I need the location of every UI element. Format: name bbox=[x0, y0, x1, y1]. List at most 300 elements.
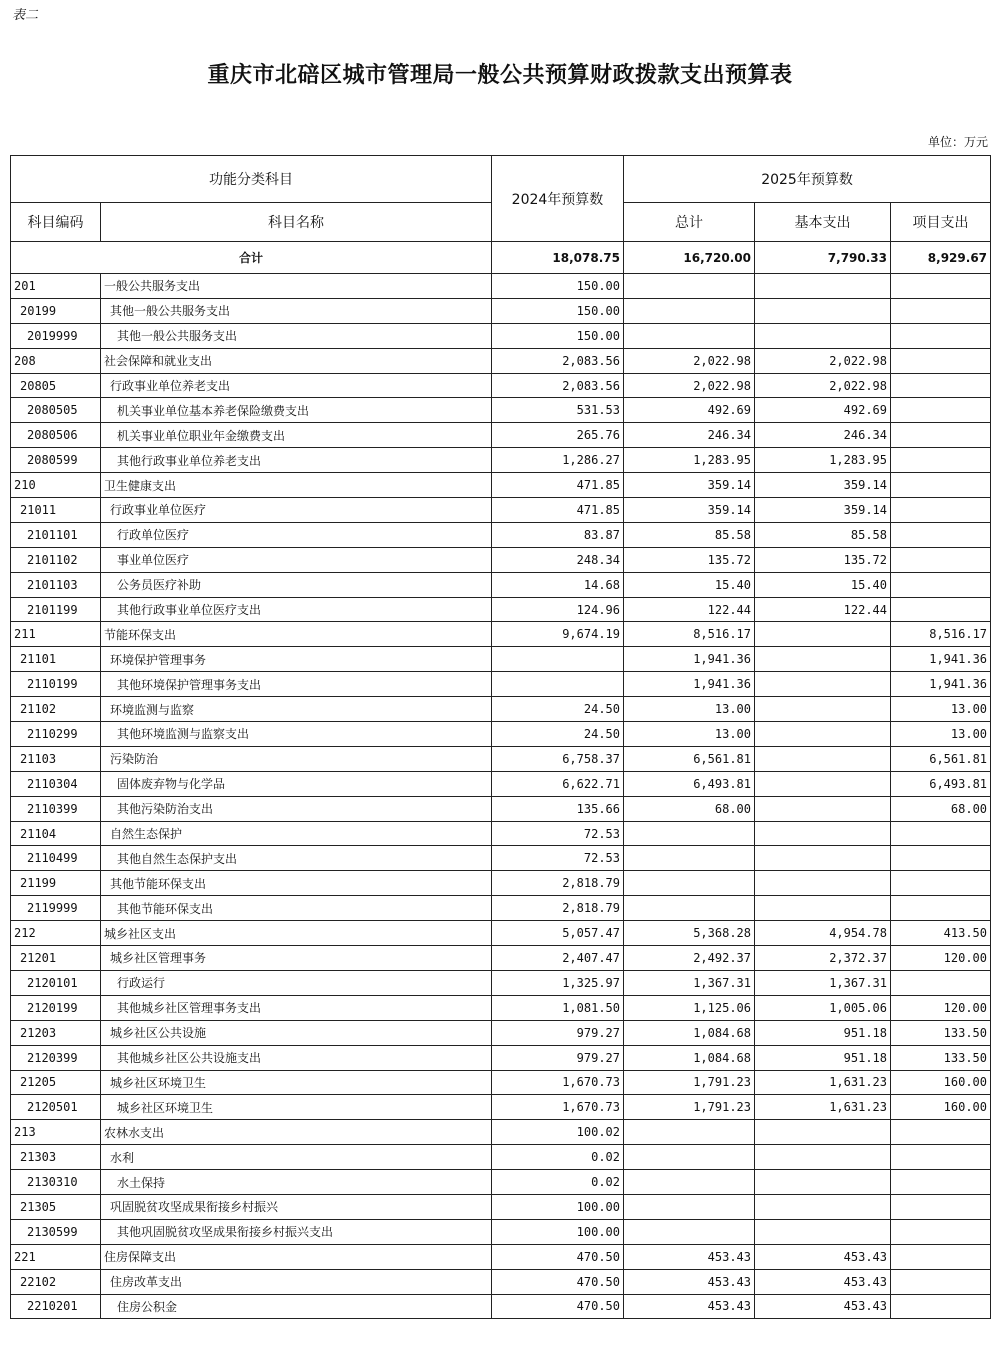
table-row bbox=[11, 1244, 991, 1269]
cell-basic: 951.18 bbox=[755, 1020, 891, 1045]
cell-project bbox=[891, 547, 991, 572]
cell-project: 1,941.36 bbox=[891, 672, 991, 697]
cell-project: 13.00 bbox=[891, 722, 991, 747]
cell-total: 1,941.36 bbox=[624, 672, 755, 697]
cell-prev-budget: 471.85 bbox=[492, 498, 624, 523]
cell-basic: 2,372.37 bbox=[755, 946, 891, 971]
cell-project bbox=[891, 398, 991, 423]
table-row bbox=[11, 1269, 991, 1294]
header-code: 科目编码 bbox=[11, 203, 101, 242]
cell-code: 2101103 bbox=[11, 572, 101, 597]
cell-basic bbox=[755, 697, 891, 722]
cell-total: 6,561.81 bbox=[624, 746, 755, 771]
cell-total bbox=[624, 896, 755, 921]
cell-name: 住房保障支出 bbox=[101, 1244, 492, 1269]
cell-prev-budget: 2,818.79 bbox=[492, 871, 624, 896]
cell-basic bbox=[755, 1170, 891, 1195]
cell-project bbox=[891, 1120, 991, 1145]
cell-prev-budget: 5,057.47 bbox=[492, 921, 624, 946]
cell-name: 其他自然生态保护支出 bbox=[101, 846, 492, 871]
table-row bbox=[11, 970, 991, 995]
table-row bbox=[11, 522, 991, 547]
cell-code: 201 bbox=[11, 274, 101, 299]
table-row bbox=[11, 348, 991, 373]
cell-project bbox=[891, 1294, 991, 1319]
cell-basic bbox=[755, 323, 891, 348]
cell-name: 行政运行 bbox=[101, 970, 492, 995]
cell-name: 行政事业单位医疗 bbox=[101, 498, 492, 523]
cell-name: 水土保持 bbox=[101, 1170, 492, 1195]
cell-project bbox=[891, 323, 991, 348]
cell-basic: 2,022.98 bbox=[755, 348, 891, 373]
cell-code: 2130310 bbox=[11, 1170, 101, 1195]
cell-total: 492.69 bbox=[624, 398, 755, 423]
cell-name: 城乡社区公共设施 bbox=[101, 1020, 492, 1045]
table-row bbox=[11, 647, 991, 672]
cell-project bbox=[891, 821, 991, 846]
cell-prev-budget: 14.68 bbox=[492, 572, 624, 597]
cell-project bbox=[891, 274, 991, 299]
cell-project: 1,941.36 bbox=[891, 647, 991, 672]
cell-project bbox=[891, 448, 991, 473]
cell-name: 其他巩固脱贫攻坚成果衔接乡村振兴支出 bbox=[101, 1219, 492, 1244]
cell-code: 2110199 bbox=[11, 672, 101, 697]
cell-name: 水利 bbox=[101, 1145, 492, 1170]
cell-total: 68.00 bbox=[624, 796, 755, 821]
cell-name: 其他城乡社区管理事务支出 bbox=[101, 995, 492, 1020]
table-row bbox=[11, 398, 991, 423]
cell-project: 133.50 bbox=[891, 1020, 991, 1045]
unit-label: 单位：万元 bbox=[927, 135, 988, 149]
cell-prev-budget: 24.50 bbox=[492, 722, 624, 747]
table-row bbox=[11, 1294, 991, 1319]
budget-table bbox=[10, 155, 991, 1319]
cell-name: 城乡社区支出 bbox=[101, 921, 492, 946]
cell-code: 21102 bbox=[11, 697, 101, 722]
cell-code: 21011 bbox=[11, 498, 101, 523]
cell-total: 2,022.98 bbox=[624, 348, 755, 373]
cell-basic bbox=[755, 1120, 891, 1145]
cell-code: 221 bbox=[11, 1244, 101, 1269]
total-basic: 7,790.33 bbox=[755, 242, 891, 274]
cell-total bbox=[624, 1219, 755, 1244]
total-project: 8,929.67 bbox=[891, 242, 991, 274]
cell-name: 机关事业单位职业年金缴费支出 bbox=[101, 423, 492, 448]
cell-name: 城乡社区管理事务 bbox=[101, 946, 492, 971]
cell-prev-budget: 150.00 bbox=[492, 323, 624, 348]
cell-name: 行政单位医疗 bbox=[101, 522, 492, 547]
cell-basic: 453.43 bbox=[755, 1244, 891, 1269]
cell-prev-budget: 2,083.56 bbox=[492, 373, 624, 398]
cell-prev-budget: 470.50 bbox=[492, 1244, 624, 1269]
cell-project bbox=[891, 522, 991, 547]
cell-prev-budget: 135.66 bbox=[492, 796, 624, 821]
cell-code: 213 bbox=[11, 1120, 101, 1145]
page-title: 重庆市北碚区城市管理局一般公共预算财政拨款支出预算表 bbox=[207, 62, 793, 88]
header-basic: 基本支出 bbox=[755, 203, 891, 242]
cell-total: 359.14 bbox=[624, 498, 755, 523]
cell-basic bbox=[755, 647, 891, 672]
cell-name: 固体废弃物与化学品 bbox=[101, 771, 492, 796]
cell-code: 21103 bbox=[11, 746, 101, 771]
cell-prev-budget: 265.76 bbox=[492, 423, 624, 448]
cell-basic: 246.34 bbox=[755, 423, 891, 448]
cell-name: 环境保护管理事务 bbox=[101, 647, 492, 672]
header-func-class: 功能分类科目 bbox=[11, 156, 492, 203]
cell-total: 1,791.23 bbox=[624, 1070, 755, 1095]
cell-project bbox=[891, 1219, 991, 1244]
cell-project: 160.00 bbox=[891, 1095, 991, 1120]
cell-name: 其他污染防治支出 bbox=[101, 796, 492, 821]
cell-prev-budget: 470.50 bbox=[492, 1269, 624, 1294]
cell-total: 6,493.81 bbox=[624, 771, 755, 796]
cell-code: 21101 bbox=[11, 647, 101, 672]
table-row bbox=[11, 1070, 991, 1095]
cell-code: 21205 bbox=[11, 1070, 101, 1095]
cell-code: 20805 bbox=[11, 373, 101, 398]
cell-name: 其他行政事业单位医疗支出 bbox=[101, 597, 492, 622]
table-row bbox=[11, 1095, 991, 1120]
cell-total: 122.44 bbox=[624, 597, 755, 622]
cell-total: 1,791.23 bbox=[624, 1095, 755, 1120]
cell-total bbox=[624, 1170, 755, 1195]
cell-total bbox=[624, 846, 755, 871]
cell-basic: 1,005.06 bbox=[755, 995, 891, 1020]
cell-basic bbox=[755, 722, 891, 747]
cell-name: 其他行政事业单位养老支出 bbox=[101, 448, 492, 473]
cell-total bbox=[624, 298, 755, 323]
cell-basic: 4,954.78 bbox=[755, 921, 891, 946]
cell-project: 120.00 bbox=[891, 995, 991, 1020]
table-number-label: 表二 bbox=[12, 8, 39, 23]
cell-prev-budget: 100.00 bbox=[492, 1219, 624, 1244]
cell-project bbox=[891, 1194, 991, 1219]
cell-name: 公务员医疗补助 bbox=[101, 572, 492, 597]
table-row bbox=[11, 547, 991, 572]
table-row bbox=[11, 846, 991, 871]
cell-project: 6,493.81 bbox=[891, 771, 991, 796]
cell-basic bbox=[755, 771, 891, 796]
cell-total: 15.40 bbox=[624, 572, 755, 597]
cell-prev-budget: 72.53 bbox=[492, 846, 624, 871]
cell-name: 巩固脱贫攻坚成果衔接乡村振兴 bbox=[101, 1194, 492, 1219]
table-row bbox=[11, 498, 991, 523]
cell-total: 1,084.68 bbox=[624, 1045, 755, 1070]
total-label: 合计 bbox=[11, 242, 492, 274]
table-row bbox=[11, 1145, 991, 1170]
table-row bbox=[11, 448, 991, 473]
cell-prev-budget: 150.00 bbox=[492, 274, 624, 299]
cell-name: 城乡社区环境卫生 bbox=[101, 1095, 492, 1120]
cell-project bbox=[891, 1170, 991, 1195]
cell-prev-budget: 124.96 bbox=[492, 597, 624, 622]
cell-project: 160.00 bbox=[891, 1070, 991, 1095]
cell-total bbox=[624, 323, 755, 348]
cell-project bbox=[891, 1269, 991, 1294]
cell-code: 21305 bbox=[11, 1194, 101, 1219]
cell-basic bbox=[755, 298, 891, 323]
cell-name: 农林水支出 bbox=[101, 1120, 492, 1145]
cell-name: 自然生态保护 bbox=[101, 821, 492, 846]
total-row bbox=[11, 242, 991, 274]
cell-basic bbox=[755, 1219, 891, 1244]
cell-name: 污染防治 bbox=[101, 746, 492, 771]
cell-total bbox=[624, 1120, 755, 1145]
cell-total: 453.43 bbox=[624, 1244, 755, 1269]
cell-basic bbox=[755, 871, 891, 896]
cell-project bbox=[891, 846, 991, 871]
total-total: 16,720.00 bbox=[624, 242, 755, 274]
cell-basic: 2,022.98 bbox=[755, 373, 891, 398]
cell-name: 其他一般公共服务支出 bbox=[101, 298, 492, 323]
cell-code: 2210201 bbox=[11, 1294, 101, 1319]
cell-prev-budget: 2,083.56 bbox=[492, 348, 624, 373]
cell-prev-budget: 100.02 bbox=[492, 1120, 624, 1145]
cell-prev-budget: 471.85 bbox=[492, 473, 624, 498]
cell-prev-budget: 1,286.27 bbox=[492, 448, 624, 473]
cell-code: 21203 bbox=[11, 1020, 101, 1045]
cell-project bbox=[891, 423, 991, 448]
cell-basic bbox=[755, 846, 891, 871]
cell-basic: 1,283.95 bbox=[755, 448, 891, 473]
cell-code: 2119999 bbox=[11, 896, 101, 921]
table-row bbox=[11, 771, 991, 796]
cell-basic bbox=[755, 274, 891, 299]
cell-basic bbox=[755, 1194, 891, 1219]
cell-basic bbox=[755, 746, 891, 771]
cell-name: 事业单位医疗 bbox=[101, 547, 492, 572]
cell-name: 卫生健康支出 bbox=[101, 473, 492, 498]
cell-basic: 135.72 bbox=[755, 547, 891, 572]
cell-prev-budget: 1,081.50 bbox=[492, 995, 624, 1020]
cell-prev-budget: 100.00 bbox=[492, 1194, 624, 1219]
cell-prev-budget: 72.53 bbox=[492, 821, 624, 846]
cell-prev-budget: 6,622.71 bbox=[492, 771, 624, 796]
cell-prev-budget: 2,407.47 bbox=[492, 946, 624, 971]
cell-name: 一般公共服务支出 bbox=[101, 274, 492, 299]
cell-code: 2110299 bbox=[11, 722, 101, 747]
cell-total: 1,941.36 bbox=[624, 647, 755, 672]
cell-prev-budget: 1,325.97 bbox=[492, 970, 624, 995]
cell-prev-budget: 0.02 bbox=[492, 1145, 624, 1170]
cell-prev-budget: 9,674.19 bbox=[492, 622, 624, 647]
cell-project bbox=[891, 970, 991, 995]
cell-prev-budget: 1,670.73 bbox=[492, 1070, 624, 1095]
cell-name: 其他环境保护管理事务支出 bbox=[101, 672, 492, 697]
cell-name: 其他节能环保支出 bbox=[101, 871, 492, 896]
cell-total bbox=[624, 274, 755, 299]
table-row bbox=[11, 722, 991, 747]
table-row bbox=[11, 946, 991, 971]
cell-basic bbox=[755, 796, 891, 821]
cell-prev-budget: 979.27 bbox=[492, 1020, 624, 1045]
cell-project: 6,561.81 bbox=[891, 746, 991, 771]
cell-project bbox=[891, 348, 991, 373]
table-row bbox=[11, 473, 991, 498]
cell-project bbox=[891, 572, 991, 597]
cell-total: 1,125.06 bbox=[624, 995, 755, 1020]
cell-basic bbox=[755, 1145, 891, 1170]
table-row bbox=[11, 373, 991, 398]
cell-project bbox=[891, 373, 991, 398]
cell-code: 2080599 bbox=[11, 448, 101, 473]
table-row bbox=[11, 1170, 991, 1195]
cell-total: 5,368.28 bbox=[624, 921, 755, 946]
table-row bbox=[11, 796, 991, 821]
cell-basic: 122.44 bbox=[755, 597, 891, 622]
cell-project bbox=[891, 597, 991, 622]
table-row bbox=[11, 1120, 991, 1145]
table-row bbox=[11, 323, 991, 348]
cell-code: 212 bbox=[11, 921, 101, 946]
cell-code: 2120501 bbox=[11, 1095, 101, 1120]
table-row bbox=[11, 697, 991, 722]
cell-prev-budget: 470.50 bbox=[492, 1294, 624, 1319]
cell-project: 68.00 bbox=[891, 796, 991, 821]
table-row bbox=[11, 921, 991, 946]
cell-code: 21201 bbox=[11, 946, 101, 971]
cell-code: 21199 bbox=[11, 871, 101, 896]
cell-project: 413.50 bbox=[891, 921, 991, 946]
cell-total: 453.43 bbox=[624, 1294, 755, 1319]
table-row bbox=[11, 1219, 991, 1244]
cell-total: 8,516.17 bbox=[624, 622, 755, 647]
cell-total bbox=[624, 1194, 755, 1219]
cell-project: 8,516.17 bbox=[891, 622, 991, 647]
table-row bbox=[11, 423, 991, 448]
cell-total bbox=[624, 821, 755, 846]
cell-basic: 1,367.31 bbox=[755, 970, 891, 995]
table-row bbox=[11, 871, 991, 896]
cell-name: 其他一般公共服务支出 bbox=[101, 323, 492, 348]
cell-basic: 453.43 bbox=[755, 1294, 891, 1319]
cell-total: 2,022.98 bbox=[624, 373, 755, 398]
cell-name: 城乡社区环境卫生 bbox=[101, 1070, 492, 1095]
cell-prev-budget bbox=[492, 672, 624, 697]
cell-code: 21104 bbox=[11, 821, 101, 846]
header-name: 科目名称 bbox=[101, 203, 492, 242]
cell-prev-budget: 0.02 bbox=[492, 1170, 624, 1195]
header-project: 项目支出 bbox=[891, 203, 991, 242]
cell-prev-budget: 1,670.73 bbox=[492, 1095, 624, 1120]
cell-code: 20199 bbox=[11, 298, 101, 323]
table-row bbox=[11, 298, 991, 323]
cell-total: 85.58 bbox=[624, 522, 755, 547]
cell-prev-budget: 979.27 bbox=[492, 1045, 624, 1070]
cell-total bbox=[624, 871, 755, 896]
header-total: 总计 bbox=[624, 203, 755, 242]
cell-total: 13.00 bbox=[624, 722, 755, 747]
total-prev: 18,078.75 bbox=[492, 242, 624, 274]
cell-name: 环境监测与监察 bbox=[101, 697, 492, 722]
cell-total: 1,084.68 bbox=[624, 1020, 755, 1045]
cell-basic bbox=[755, 896, 891, 921]
cell-code: 2019999 bbox=[11, 323, 101, 348]
cell-basic bbox=[755, 672, 891, 697]
cell-basic: 15.40 bbox=[755, 572, 891, 597]
cell-name: 社会保障和就业支出 bbox=[101, 348, 492, 373]
cell-code: 22102 bbox=[11, 1269, 101, 1294]
table-row bbox=[11, 1045, 991, 1070]
cell-total: 453.43 bbox=[624, 1269, 755, 1294]
cell-project bbox=[891, 871, 991, 896]
table-row bbox=[11, 1194, 991, 1219]
header-curr-budget: 2025年预算数 bbox=[624, 156, 991, 203]
cell-prev-budget bbox=[492, 647, 624, 672]
table-row bbox=[11, 622, 991, 647]
table-row bbox=[11, 821, 991, 846]
cell-name: 其他节能环保支出 bbox=[101, 896, 492, 921]
table-body bbox=[11, 242, 991, 1319]
cell-code: 2110499 bbox=[11, 846, 101, 871]
table-row bbox=[11, 597, 991, 622]
cell-prev-budget: 248.34 bbox=[492, 547, 624, 572]
cell-code: 2120399 bbox=[11, 1045, 101, 1070]
cell-basic: 492.69 bbox=[755, 398, 891, 423]
cell-name: 机关事业单位基本养老保险缴费支出 bbox=[101, 398, 492, 423]
cell-project bbox=[891, 498, 991, 523]
cell-total bbox=[624, 1145, 755, 1170]
cell-code: 2080505 bbox=[11, 398, 101, 423]
cell-prev-budget: 24.50 bbox=[492, 697, 624, 722]
cell-name: 其他城乡社区公共设施支出 bbox=[101, 1045, 492, 1070]
cell-project bbox=[891, 473, 991, 498]
cell-total: 246.34 bbox=[624, 423, 755, 448]
cell-code: 21303 bbox=[11, 1145, 101, 1170]
cell-project bbox=[891, 1145, 991, 1170]
cell-name: 节能环保支出 bbox=[101, 622, 492, 647]
cell-total: 135.72 bbox=[624, 547, 755, 572]
cell-code: 2101101 bbox=[11, 522, 101, 547]
table-row bbox=[11, 746, 991, 771]
cell-prev-budget: 150.00 bbox=[492, 298, 624, 323]
cell-code: 2101102 bbox=[11, 547, 101, 572]
cell-code: 2110304 bbox=[11, 771, 101, 796]
cell-code: 2130599 bbox=[11, 1219, 101, 1244]
cell-basic: 1,631.23 bbox=[755, 1095, 891, 1120]
table-row bbox=[11, 1020, 991, 1045]
cell-code: 208 bbox=[11, 348, 101, 373]
table-row bbox=[11, 672, 991, 697]
cell-project: 13.00 bbox=[891, 697, 991, 722]
cell-code: 2120199 bbox=[11, 995, 101, 1020]
cell-total: 1,367.31 bbox=[624, 970, 755, 995]
cell-basic bbox=[755, 821, 891, 846]
cell-code: 2120101 bbox=[11, 970, 101, 995]
cell-code: 2101199 bbox=[11, 597, 101, 622]
cell-code: 2110399 bbox=[11, 796, 101, 821]
cell-code: 2080506 bbox=[11, 423, 101, 448]
cell-name: 其他环境监测与监察支出 bbox=[101, 722, 492, 747]
cell-prev-budget: 2,818.79 bbox=[492, 896, 624, 921]
cell-total: 1,283.95 bbox=[624, 448, 755, 473]
cell-prev-budget: 83.87 bbox=[492, 522, 624, 547]
cell-basic: 1,631.23 bbox=[755, 1070, 891, 1095]
cell-prev-budget: 6,758.37 bbox=[492, 746, 624, 771]
table-row bbox=[11, 274, 991, 299]
table-row bbox=[11, 995, 991, 1020]
cell-basic: 359.14 bbox=[755, 473, 891, 498]
cell-total: 2,492.37 bbox=[624, 946, 755, 971]
cell-project: 133.50 bbox=[891, 1045, 991, 1070]
header-prev-budget: 2024年预算数 bbox=[492, 156, 624, 242]
cell-name: 住房公积金 bbox=[101, 1294, 492, 1319]
cell-total: 13.00 bbox=[624, 697, 755, 722]
cell-basic: 359.14 bbox=[755, 498, 891, 523]
cell-name: 行政事业单位养老支出 bbox=[101, 373, 492, 398]
cell-basic: 453.43 bbox=[755, 1269, 891, 1294]
cell-project bbox=[891, 896, 991, 921]
